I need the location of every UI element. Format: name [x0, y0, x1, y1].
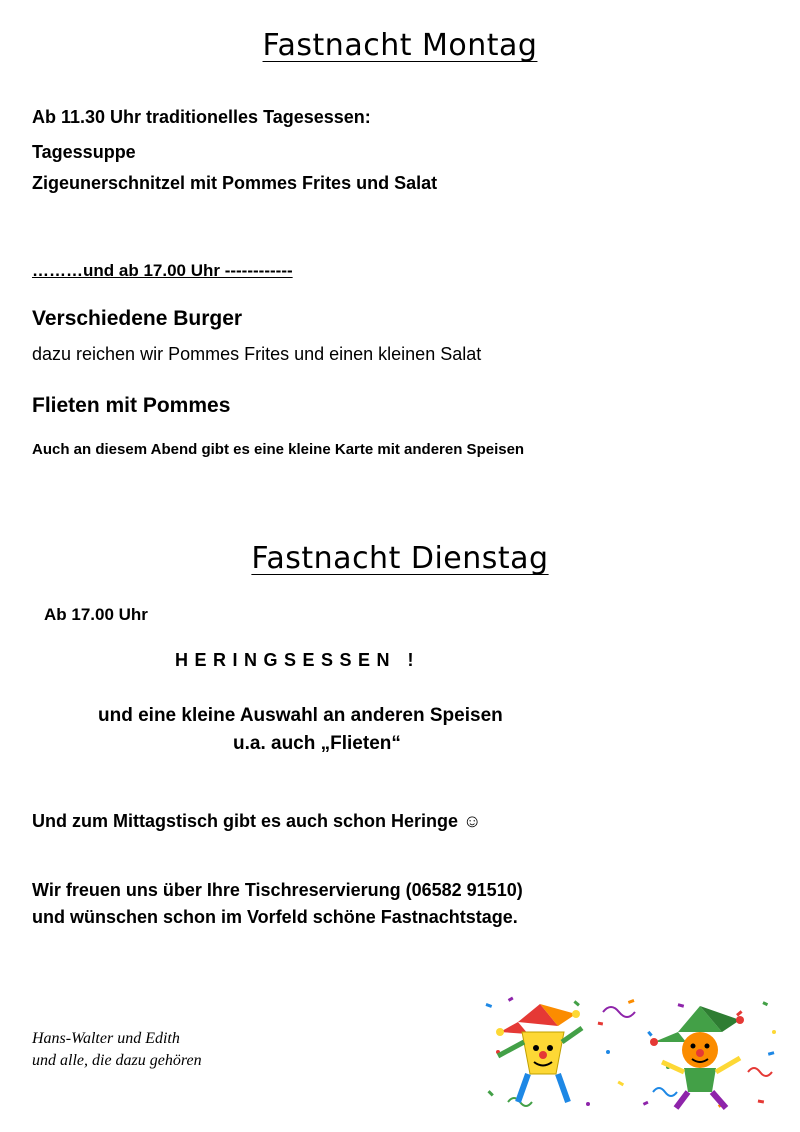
red-jester [496, 1004, 582, 1102]
signature-line-2: und alle, die dazu gehören [32, 1052, 202, 1069]
monday-evening-note: Auch an diesem Abend gibt es eine kleine Karte mit anderen Speisen [32, 441, 525, 458]
signature-line-1: Hans-Walter und Edith [32, 1030, 180, 1047]
monday-lunch-item-soup: Tagessuppe [32, 142, 136, 162]
closing-line-1: Wir freuen uns über Ihre Tischreservierung (06582 91510) [32, 880, 523, 900]
monday-lunch-item-schnitzel: Zigeunerschnitzel mit Pommes Frites und Salat [32, 173, 438, 193]
tuesday-line-1: und eine kleine Auswahl an anderen Speisen [98, 705, 503, 726]
closing-line-2: und wünschen schon im Vorfeld schöne Fastnachtstage. [32, 907, 518, 927]
monday-title: Fastnacht Montag [262, 28, 538, 63]
burger-title: Verschiedene Burger [32, 307, 243, 330]
signature [32, 1028, 202, 1072]
monday-lunch-heading: Ab 11.30 Uhr traditionelles Tagesessen: [32, 107, 371, 127]
tuesday-time: Ab 17.00 Uhr [44, 605, 148, 624]
burger-description: dazu reichen wir Pommes Frites und einen kleinen Salat [32, 344, 482, 364]
monday-evening-heading: ………und ab 17.00 Uhr ------------ [32, 261, 293, 280]
green-jester [650, 1006, 744, 1108]
flieten-title: Flieten mit Pommes [32, 394, 231, 417]
carnival-jesters-icon [478, 992, 780, 1114]
tuesday-line-2: u.a. auch „Flieten“ [233, 733, 401, 754]
tuesday-lunch-note: Und zum Mittagstisch gibt es auch schon Heringe ☺ [32, 811, 482, 831]
heringsessen-highlight: HERINGSESSEN ! [175, 650, 421, 670]
tuesday-title: Fastnacht Dienstag [251, 541, 549, 576]
